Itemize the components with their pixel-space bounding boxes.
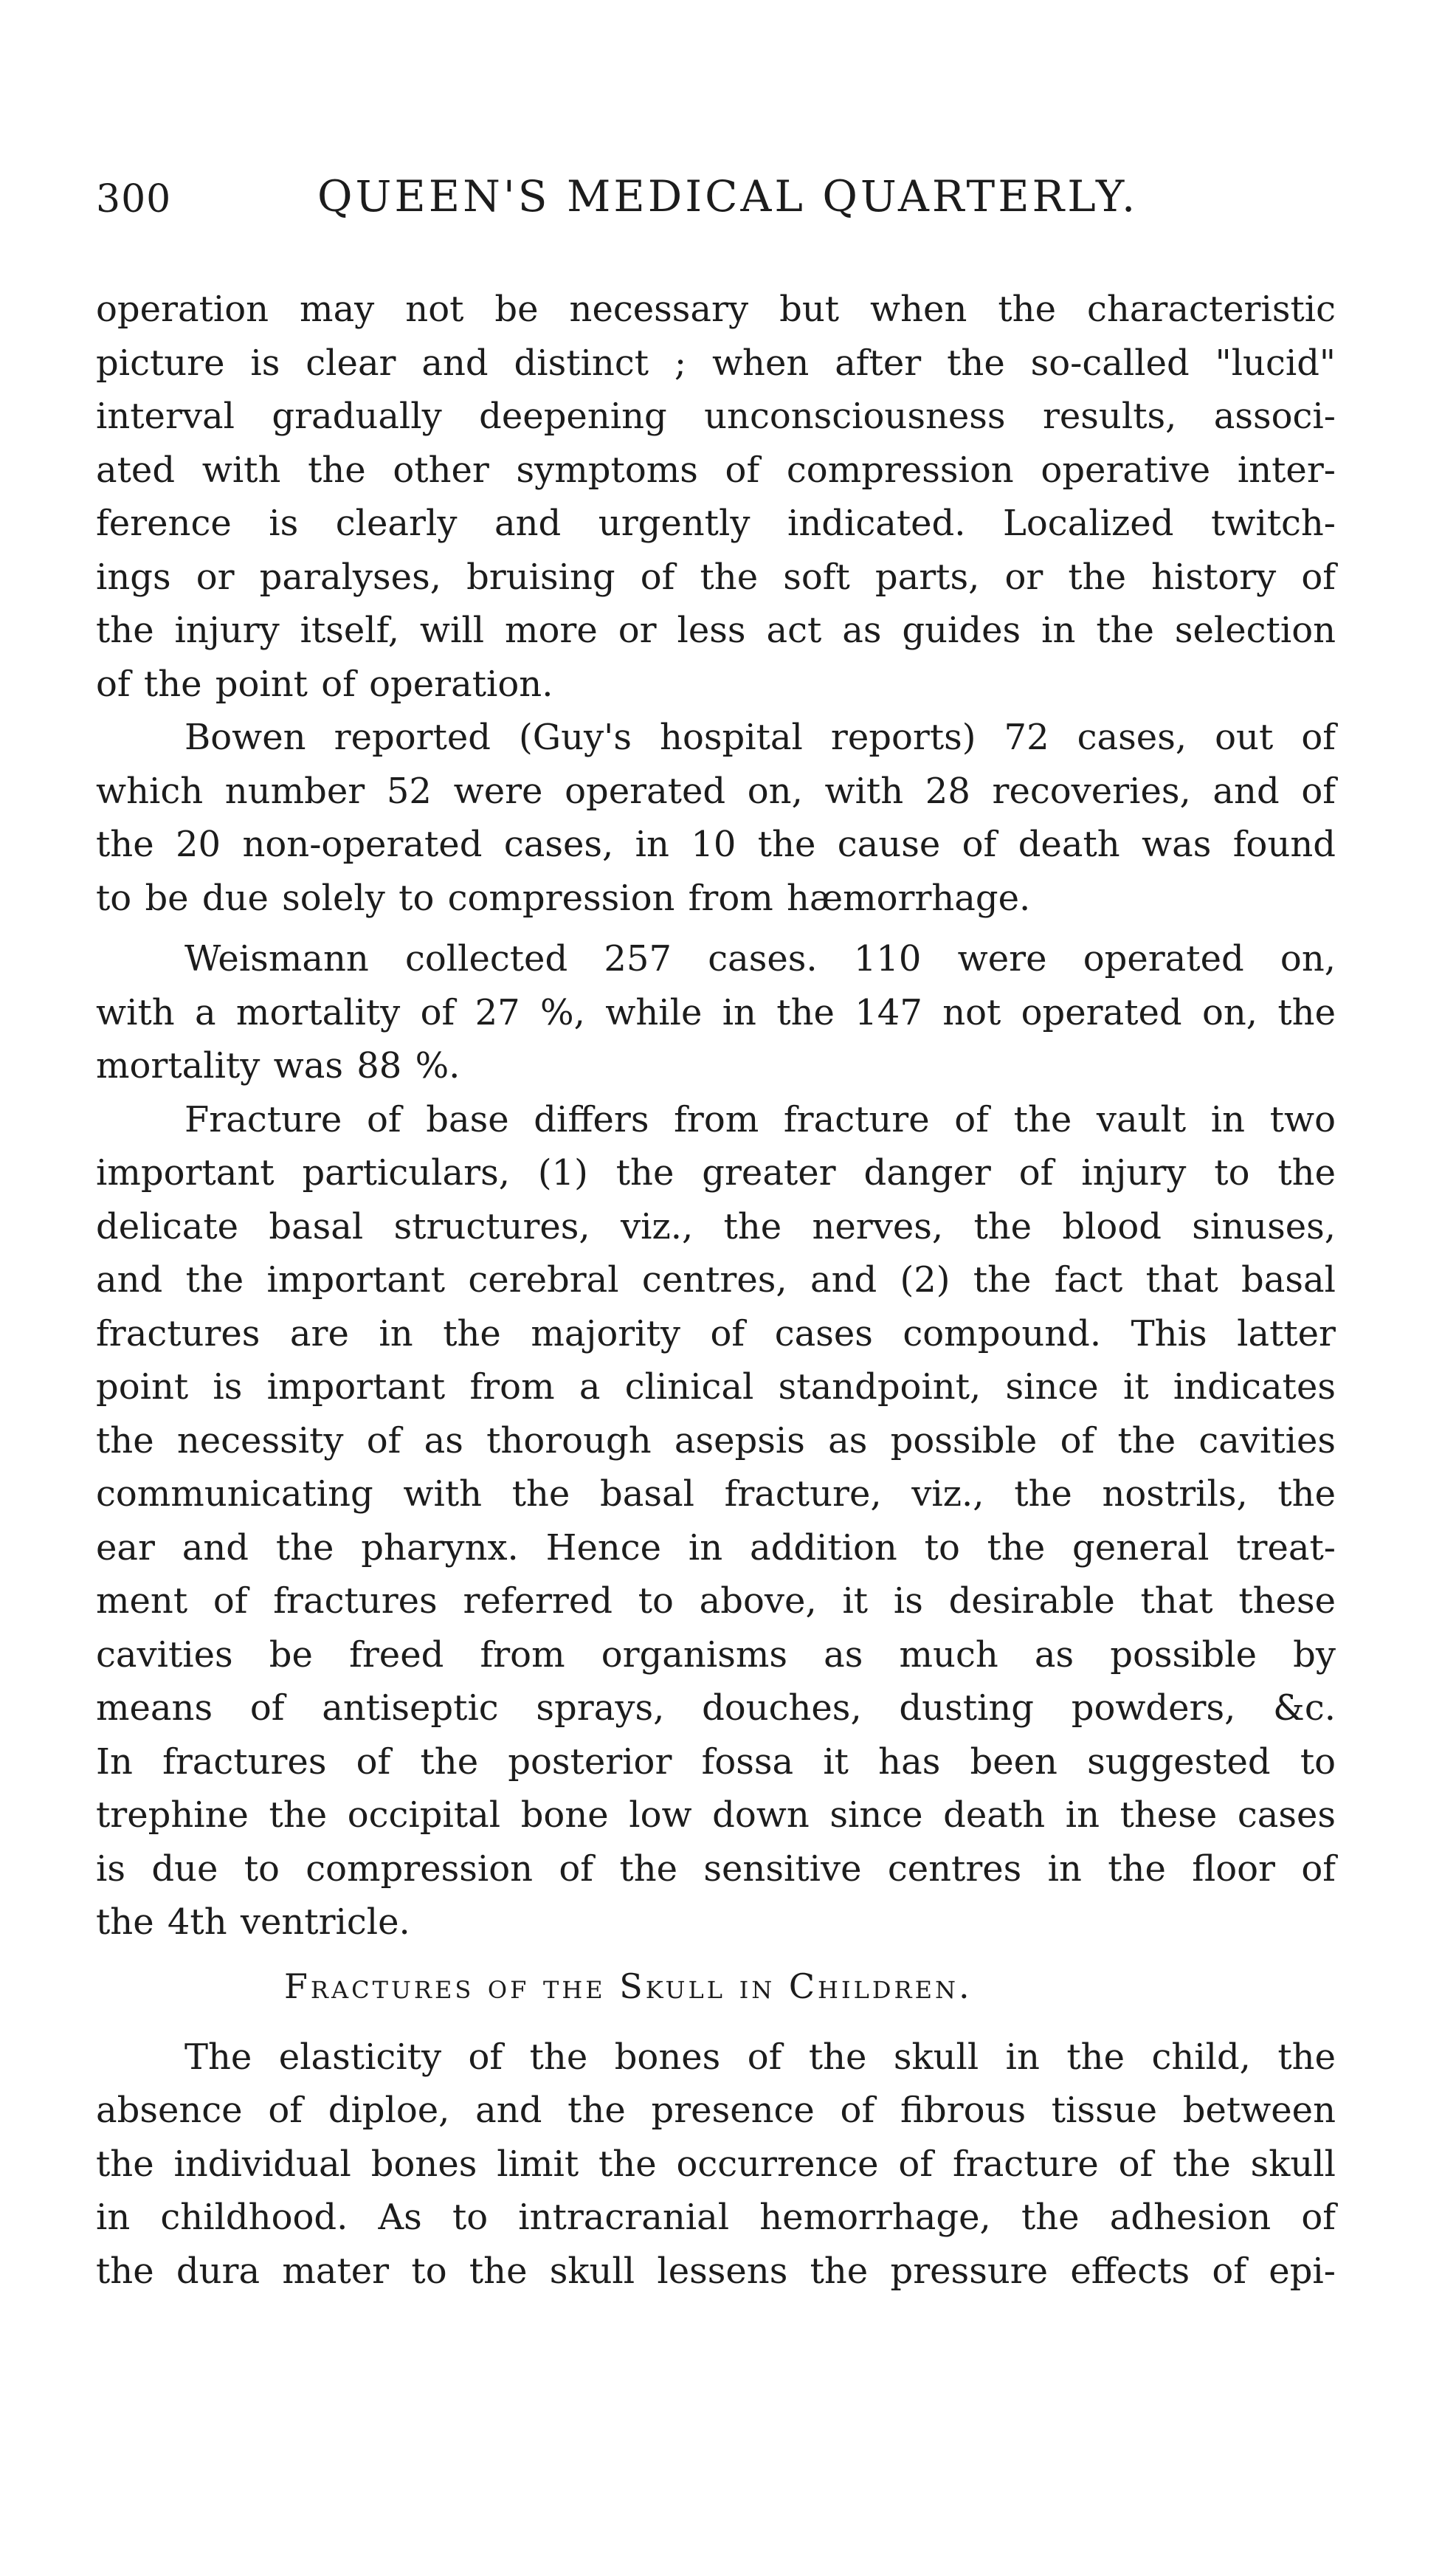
- text-line: the dura mater to the skull lessens the pressure effects of epi-: [96, 2250, 1336, 2292]
- text-line: cavities be freed from organisms as much as possible by: [96, 1633, 1336, 1676]
- text-line: In fractures of the posterior fossa it has been suggested to: [96, 1740, 1336, 1783]
- text-line: interval gradually deepening unconsciousness results, associ-: [96, 396, 1336, 437]
- text-line: ment of fractures referred to above, it is desirable that these: [96, 1580, 1336, 1622]
- text-line: fractures are in the majority of cases compound. This latter: [96, 1312, 1336, 1354]
- paragraph: [96, 2031, 1336, 2298]
- text-line: the 4th ventricle.: [96, 1901, 410, 1943]
- section-heading: Fractures of the Skull in Children.: [284, 1966, 973, 2006]
- text-line: to be due solely to compression from hæmorrhage.: [96, 877, 1031, 919]
- text-line: which number 52 were operated on, with 28 recoveries, and of: [96, 770, 1336, 812]
- text-line: means of antiseptic sprays, douches, dusting powders, &c.: [96, 1687, 1336, 1729]
- text-line: the individual bones limit the occurrence of fracture of the skull: [96, 2143, 1336, 2185]
- text-line: delicate basal structures, viz., the nerves, the blood sinuses,: [96, 1205, 1336, 1247]
- text-line: ings or paralyses, bruising of the soft parts, or the history of: [96, 556, 1336, 598]
- journal-title: QUEEN'S MEDICAL QUARTERLY.: [317, 171, 1139, 221]
- paragraph: [96, 1093, 1336, 1949]
- text-line: the necessity of as thorough asepsis as possible of the cavities: [96, 1419, 1336, 1461]
- text-line: the injury itself, will more or less act as guides in the selection: [96, 610, 1336, 651]
- text-line: operation may not be necessary but when the characteristic: [96, 289, 1336, 330]
- text-line: The elasticity of the bones of the skull in the child, the: [184, 2036, 1336, 2078]
- paragraph: [96, 711, 1336, 925]
- text-line: point is important from a clinical standpoint, since it indicates: [96, 1366, 1336, 1408]
- text-line: with a mortality of 27 %, while in the 147 not operated on, the: [96, 991, 1336, 1033]
- text-line: Bowen reported (Guy's hospital reports) 72 cases, out of: [184, 717, 1336, 758]
- paragraph: [96, 283, 1336, 711]
- text-line: absence of diploe, and the presence of fibrous tissue between: [96, 2090, 1336, 2131]
- text-line: communicating with the basal fracture, viz., the nostrils, the: [96, 1473, 1336, 1515]
- text-line: of the point of operation.: [96, 663, 553, 705]
- text-line: Weismann collected 257 cases. 110 were operated on,: [184, 938, 1336, 979]
- text-line: important particulars, (1) the greater danger of injury to the: [96, 1152, 1336, 1194]
- text-line: is due to compression of the sensitive centres in the floor of: [96, 1848, 1336, 1890]
- text-line: ference is clearly and urgently indicated. Localized twitch-: [96, 503, 1336, 544]
- running-head: [96, 171, 1350, 238]
- text-line: mortality was 88 %.: [96, 1045, 460, 1087]
- page-number: 300: [96, 177, 172, 221]
- paragraph: [96, 932, 1336, 1093]
- text-line: the 20 non-operated cases, in 10 the cause of death was found: [96, 824, 1336, 865]
- text-line: and the important cerebral centres, and (2) the fact that basal: [96, 1259, 1336, 1301]
- text-line: ear and the pharynx. Hence in addition to the general treat-: [96, 1526, 1336, 1568]
- text-line: trephine the occipital bone low down since death in these cases: [96, 1794, 1336, 1836]
- text-line: Fracture of base differs from fracture of the vault in two: [184, 1098, 1336, 1140]
- text-line: picture is clear and distinct ; when after the so-called "lucid": [96, 342, 1336, 384]
- text-line: ated with the other symptoms of compression operative inter-: [96, 449, 1336, 491]
- body-text: [96, 283, 1336, 2298]
- text-line: in childhood. As to intracranial hemorrhage, the adhesion of: [96, 2197, 1336, 2238]
